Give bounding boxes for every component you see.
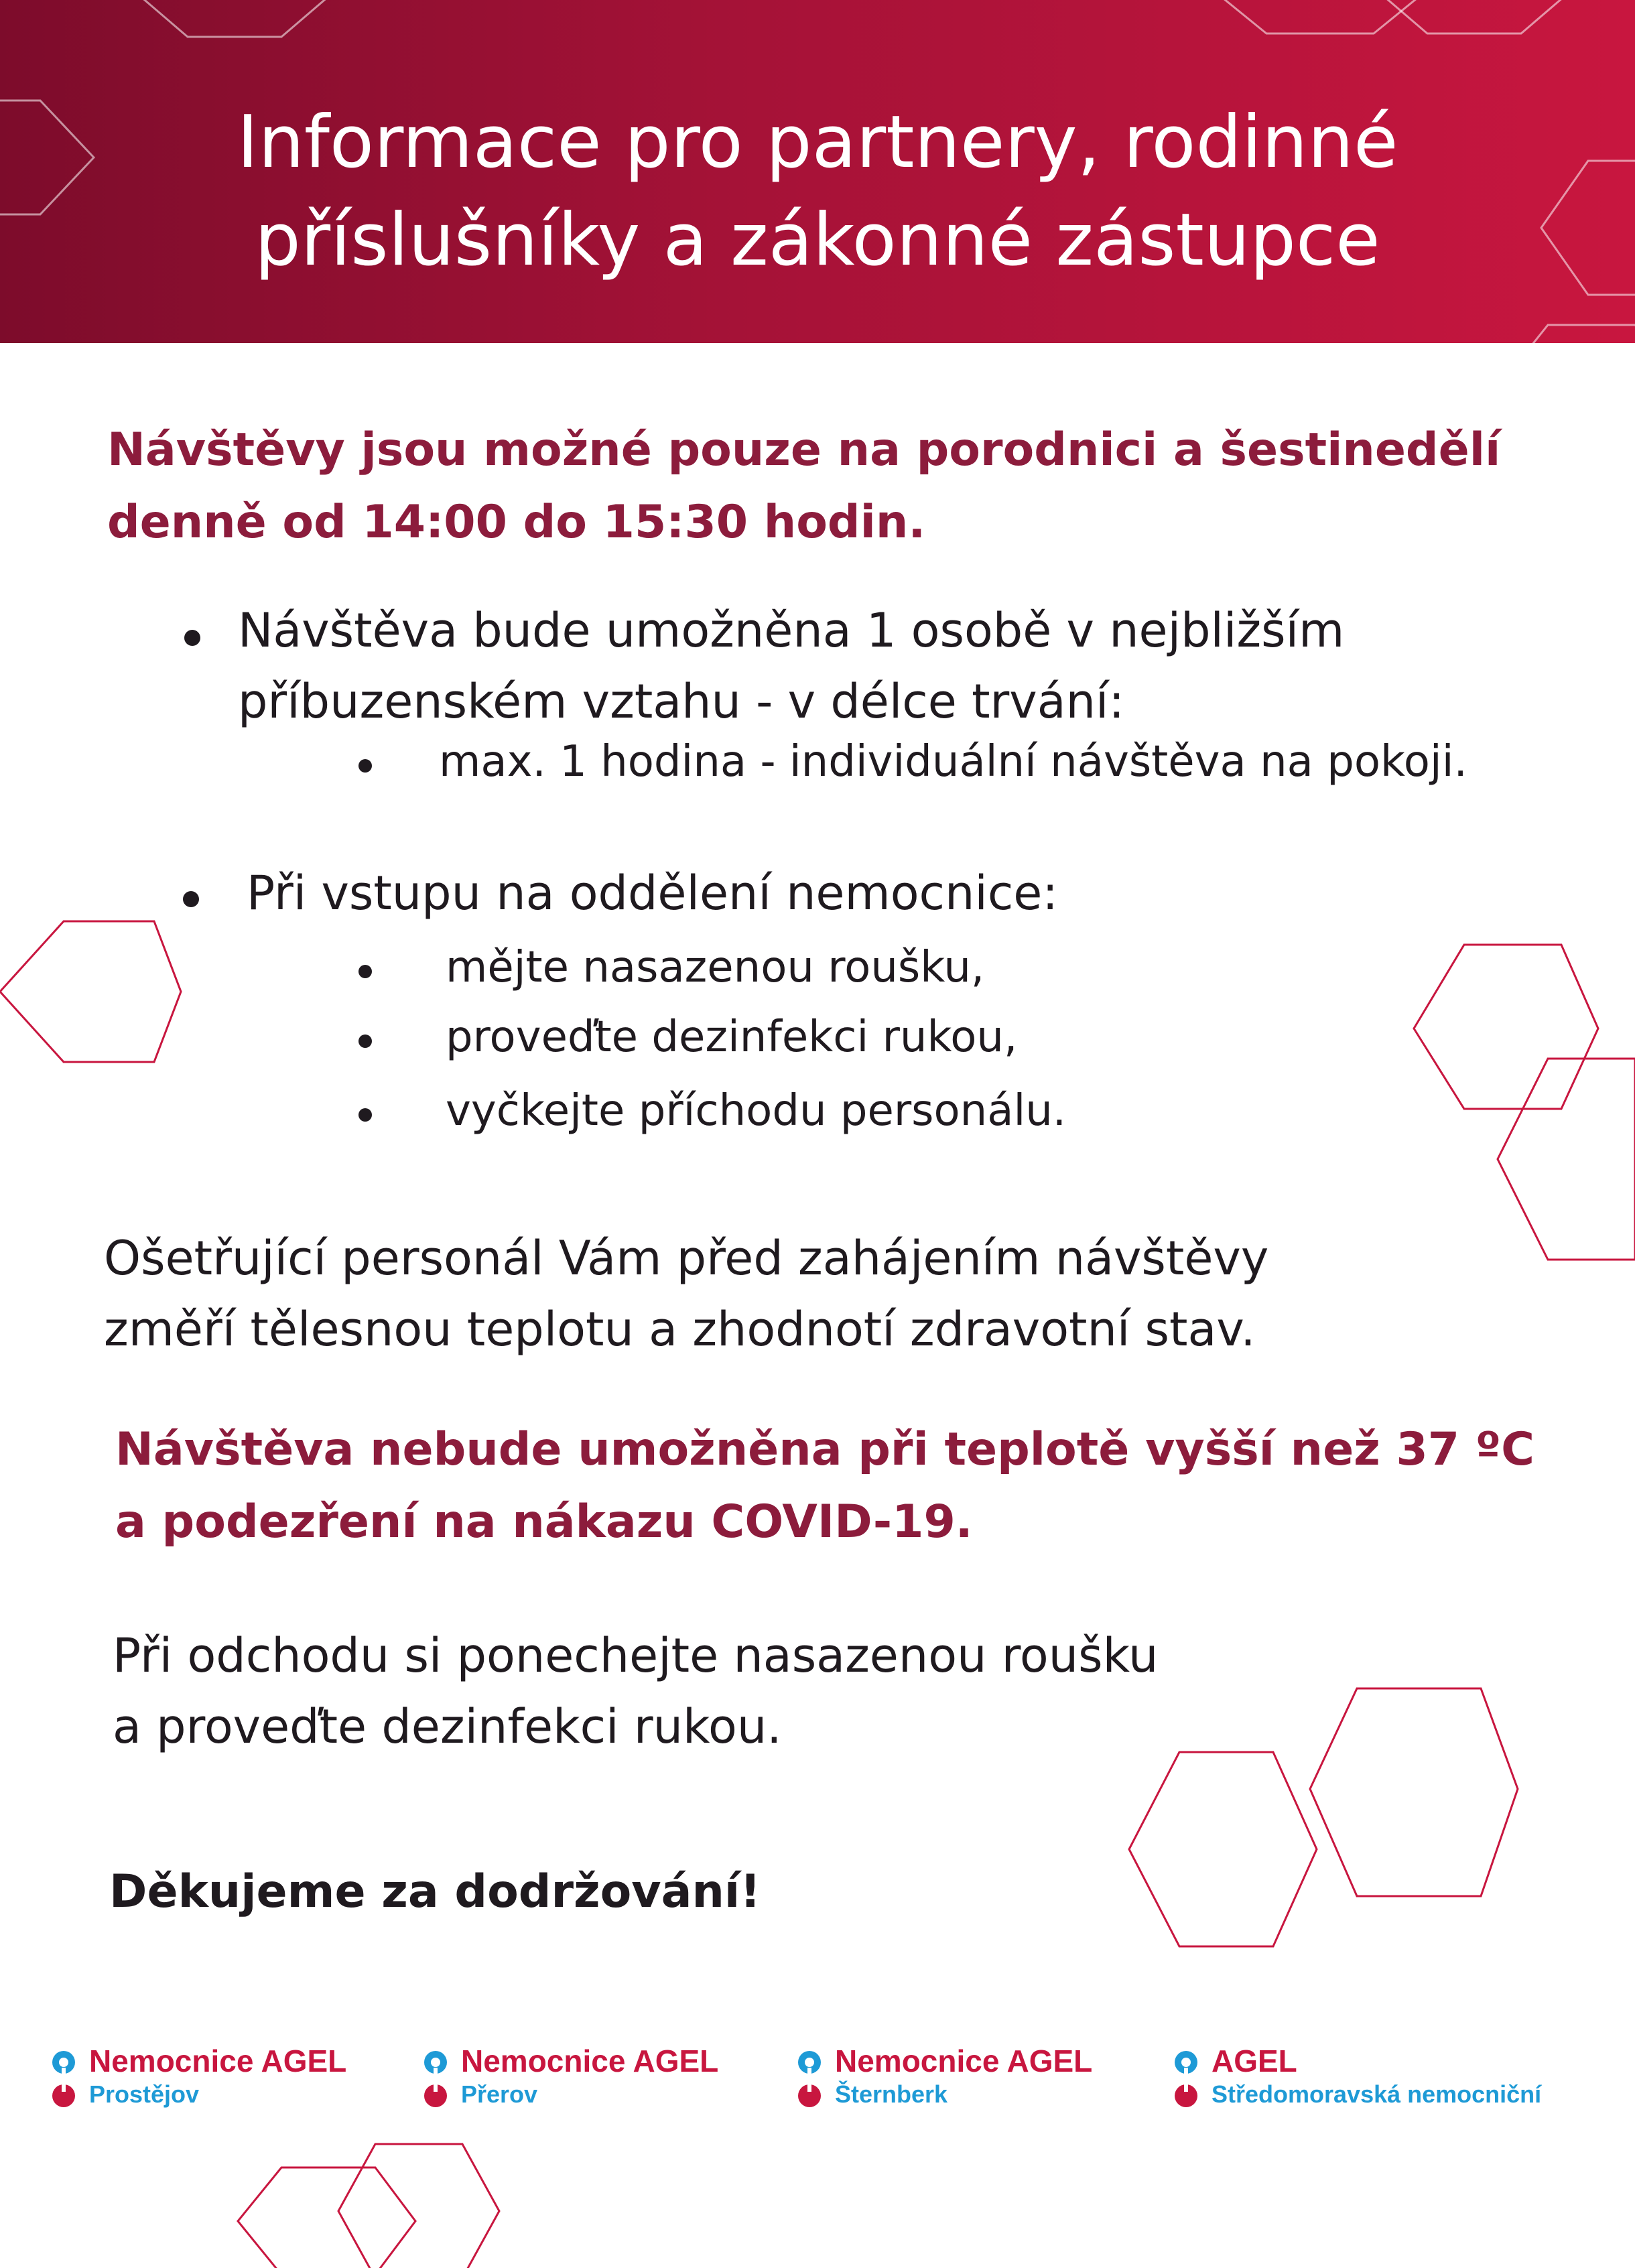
bullet-icon <box>358 1035 372 1048</box>
staff-check-notice <box>104 1223 1578 1365</box>
title-line-1: Informace pro partnery, rodinné <box>237 101 1398 184</box>
visiting-hours-notice <box>107 414 1581 559</box>
agel-logo-icon <box>796 2048 823 2115</box>
bullet-1-line-2: příbuzenském vztahu - v délce trvání: <box>238 674 1125 729</box>
logo-name: AGEL <box>1212 2044 1297 2078</box>
bullet-2-sub-3: vyčkejte příchodu personálu. <box>446 1086 1067 1136</box>
bullet-2-sub-1: mějte nasazenou roušku, <box>446 943 985 992</box>
bullet-icon <box>358 759 372 773</box>
logo-city: Šternberk <box>835 2080 948 2108</box>
sub-list-item <box>446 1076 1585 1146</box>
bullet-icon <box>358 1108 372 1122</box>
bullet-2-sub-2: proveďte dezinfekci rukou, <box>446 1012 1018 1062</box>
leaving-notice <box>113 1620 1453 1762</box>
logo-name: Nemocnice AGEL <box>835 2044 1093 2078</box>
bullet-icon <box>184 630 200 646</box>
staff-line-2: změří tělesnou teplotu a zhodnotí zdravotní stav. <box>104 1302 1256 1357</box>
leaving-line-1: Při odchodu si ponechejte nasazenou roušku <box>113 1628 1159 1683</box>
bullet-icon <box>358 965 372 978</box>
bullet-1-line-1: Návštěva bude umožněna 1 osobě v nejbližším <box>238 603 1345 658</box>
hexagon-left-mid <box>0 921 181 1062</box>
logo-city: Prostějov <box>89 2080 200 2108</box>
sub-list-item <box>446 1002 1585 1072</box>
thanks-message: Děkujeme za dodržování! <box>109 1865 761 1918</box>
warning-line-1: Návštěva nebude umožněna při teplotě vyšší než 37 ºC <box>115 1423 1534 1476</box>
staff-line-1: Ošetřující personál Vám před zahájením návštěvy <box>104 1231 1269 1286</box>
logo-prerov <box>422 2044 757 2117</box>
logo-prostejov <box>50 2044 385 2117</box>
agel-logo-icon <box>50 2048 77 2115</box>
list-item <box>247 858 1587 929</box>
warning-notice <box>115 1414 1616 1558</box>
bullet-icon <box>183 891 199 907</box>
visiting-hours-line-1: Návštěvy jsou možné pouze na porodnici a šestinedělí <box>107 423 1501 476</box>
logo-sternberk <box>796 2044 1131 2117</box>
visiting-hours-line-2: denně od 14:00 do 15:30 hodin. <box>107 496 926 549</box>
logo-name: Nemocnice AGEL <box>461 2044 719 2078</box>
sub-list-item <box>439 727 1612 797</box>
agel-logo-icon <box>422 2048 449 2115</box>
warning-line-2: a podezření na nákazu COVID-19. <box>115 1495 973 1548</box>
bullet-2-line-1: Při vstupu na oddělení nemocnice: <box>247 866 1058 921</box>
title-line-2: příslušníky a zákonné zástupce <box>255 198 1380 282</box>
logo-city: Středomoravská nemocniční <box>1212 2080 1542 2108</box>
list-item <box>238 595 1578 737</box>
logo-stredomoravska <box>1173 2044 1588 2117</box>
logo-name: Nemocnice AGEL <box>89 2044 347 2078</box>
leaving-line-2: a proveďte dezinfekci rukou. <box>113 1699 782 1754</box>
bullet-1-sub-1: max. 1 hodina - individuální návštěva na pokoji. <box>439 737 1467 787</box>
agel-logo-icon <box>1173 2048 1199 2115</box>
sub-list-item <box>446 933 1585 1002</box>
logo-city: Přerov <box>461 2080 538 2108</box>
